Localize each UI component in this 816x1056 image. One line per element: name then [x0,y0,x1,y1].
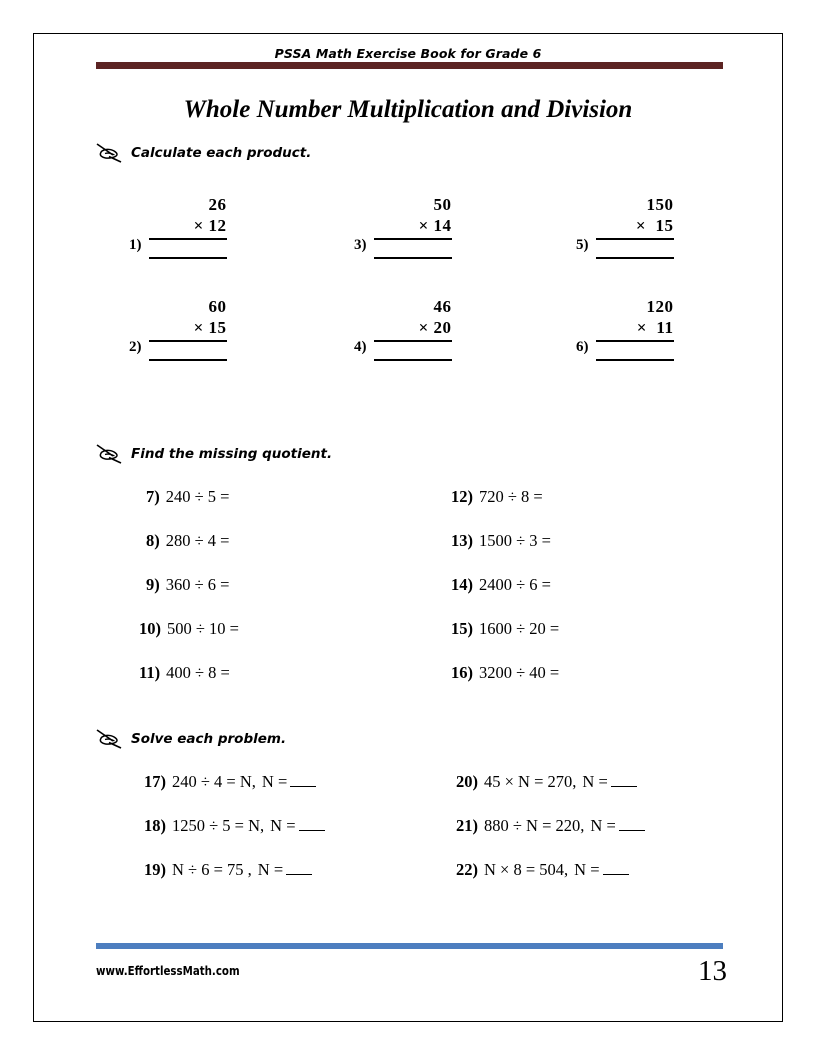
multiplier: × 15 [635,216,674,236]
quill-pen-icon [96,729,122,749]
problem-index: 5) [576,236,589,253]
problem-expression: 240 ÷ 4 = N, [172,772,256,791]
mult-problem [354,194,452,259]
answer-prompt: N = [257,860,284,879]
answer-line[interactable] [596,359,674,361]
section-heading-calculate-product [96,143,311,163]
problem-index: 1) [129,236,142,253]
multiplicand: 150 [646,195,674,214]
book-header: PSSA Math Exercise Book for Grade 6 [274,46,542,61]
header-divider [96,62,723,69]
quotient-problem [146,575,230,595]
mult-problem [576,296,674,361]
problem-index: 14) [451,575,473,594]
quotient-problem [451,619,559,639]
operation-rule [374,340,452,343]
problem-index: 8) [146,531,160,550]
answer-line[interactable] [149,257,227,259]
operation-rule [149,238,227,241]
problem-index: 17) [144,772,166,791]
quill-pen-icon [96,143,122,163]
operation-rule [596,238,674,241]
problem-index: 7) [146,487,160,506]
problem-expression: 1250 ÷ 5 = N, [172,816,265,835]
answer-blank[interactable] [299,830,325,831]
problem-index: 21) [456,816,478,835]
operation-rule [596,340,674,343]
answer-line[interactable] [374,257,452,259]
problem-expression: 280 ÷ 4 = [165,531,230,550]
answer-prompt: N = [590,816,616,835]
problem-expression: 1600 ÷ 20 = [479,619,560,638]
quotient-problem [139,619,239,639]
section-label: Find the missing quotient. [131,446,333,462]
section-label: Calculate each product. [131,145,312,161]
multiplier: × 20 [418,318,452,338]
answer-blank[interactable] [619,830,645,831]
problem-expression: 1500 ÷ 3 = [479,531,551,550]
answer-prompt: N = [270,816,296,835]
problem-index: 18) [144,816,166,835]
multiplicand: 46 [433,297,452,316]
section-label: Solve each problem. [131,731,287,747]
operation-rule [149,340,227,343]
multiplier: × 15 [193,318,227,338]
mult-problem [129,296,227,361]
multiplicand: 60 [208,297,227,316]
multiplier: × 11 [636,318,674,338]
problem-expression: 45 × N = 270, [484,772,577,791]
mult-problem [354,296,452,361]
solve-problem [144,772,316,792]
quotient-problem [451,575,551,595]
operation-rule [374,238,452,241]
problem-index: 22) [456,860,478,879]
problem-index: 9) [146,575,160,594]
answer-line[interactable] [596,257,674,259]
problem-expression: 3200 ÷ 40 = [479,663,560,682]
footer-divider [96,943,723,949]
problem-index: 2) [129,338,142,355]
worksheet-page [33,33,783,1022]
problem-expression: 360 ÷ 6 = [165,575,230,594]
problem-index: 19) [144,860,166,879]
multiplier: × 14 [418,216,452,236]
answer-blank[interactable] [611,786,637,787]
problem-index: 10) [139,619,161,638]
problem-expression: N ÷ 6 = 75 , [172,860,252,879]
mult-problem [576,194,674,259]
answer-blank[interactable] [603,874,629,875]
problem-index: 12) [451,487,473,506]
problem-index: 16) [451,663,473,682]
answer-line[interactable] [374,359,452,361]
section-heading-solve-problem [96,729,286,749]
quotient-problem [451,487,543,507]
mult-problem [129,194,227,259]
solve-problem [144,816,325,836]
quill-pen-icon [96,444,122,464]
quotient-problem [139,663,230,683]
problem-index: 15) [451,619,473,638]
page-title: Whole Number Multiplication and Division [183,96,633,123]
problem-expression: 240 ÷ 5 = [165,487,230,506]
problem-index: 4) [354,338,367,355]
quotient-problem [146,487,230,507]
section-heading-missing-quotient [96,444,332,464]
solve-problem [456,860,629,880]
footer-website[interactable]: www.EffortlessMath.com [96,963,240,978]
multiplier: × 12 [193,216,227,236]
problem-index: 20) [456,772,478,791]
solve-problem [456,772,637,792]
answer-blank[interactable] [286,874,312,875]
problem-expression: 720 ÷ 8 = [479,487,543,506]
multiplicand: 26 [208,195,227,214]
quotient-problem [451,531,551,551]
problem-index: 6) [576,338,589,355]
problem-expression: 400 ÷ 8 = [166,663,230,682]
problem-expression: N × 8 = 504, [484,860,569,879]
answer-line[interactable] [149,359,227,361]
solve-problem [456,816,645,836]
page-number: 13 [698,955,727,987]
answer-prompt: N = [261,772,288,791]
quotient-problem [451,663,559,683]
answer-prompt: N = [574,860,600,879]
problem-expression: 500 ÷ 10 = [167,619,239,638]
multiplicand: 120 [646,297,674,316]
multiplicand: 50 [433,195,452,214]
problem-expression: 2400 ÷ 6 = [479,575,551,594]
problem-index: 13) [451,531,473,550]
problem-expression: 880 ÷ N = 220, [484,816,585,835]
quotient-problem [146,531,230,551]
solve-problem [144,860,312,880]
answer-blank[interactable] [290,786,316,787]
answer-prompt: N = [582,772,608,791]
problem-index: 3) [354,236,367,253]
problem-index: 11) [139,663,161,682]
